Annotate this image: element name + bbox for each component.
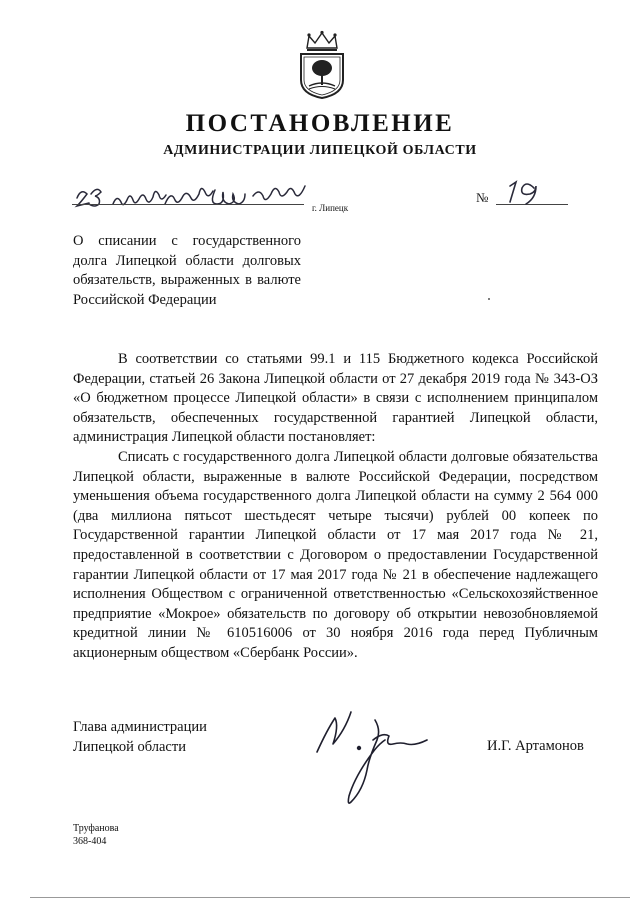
date-underline bbox=[72, 204, 304, 205]
document-type-heading: ПОСТАНОВЛЕНИЕ bbox=[185, 110, 455, 137]
executor-phone: 368-404 bbox=[73, 836, 107, 847]
issuer-heading: АДМИНИСТРАЦИИ ЛИПЕЦКОЙ ОБЛАСТИ bbox=[163, 143, 477, 158]
body-paragraph: В соответствии со статьями 99.1 и 115 Бюджетного кодекса Российской Федерации, статьей 26 Закона Липецкой области от 27 декабря 2019 года № 343-ОЗ «О бюджетном процессе Липецкой области» в связи с исполнением принципалом обязательств, обеспеченных государственной гарантией Липецкой области, администрация Липецкой области постановляет: bbox=[73, 351, 598, 446]
document-subject: О списании с государственного долга Липецкой области долговых обязательств, выраженных в валюте Российской Федерации bbox=[73, 233, 301, 308]
coat-of-arms-icon bbox=[295, 30, 349, 100]
handwritten-number bbox=[500, 176, 560, 206]
handwritten-date bbox=[55, 168, 315, 218]
signer-name: И.Г. Артамонов bbox=[487, 738, 584, 754]
executor-name: Труфанова bbox=[73, 823, 119, 834]
scan-speck bbox=[488, 298, 490, 300]
signer-title-line: Глава администрации bbox=[73, 719, 207, 735]
place-label: г. Липецк bbox=[312, 203, 349, 213]
signer-title bbox=[73, 718, 273, 757]
executor-info bbox=[73, 822, 223, 848]
document-body bbox=[73, 350, 598, 664]
page-bottom-rule bbox=[30, 897, 630, 898]
signer-title-line: Липецкой области bbox=[73, 738, 186, 755]
handwritten-signature bbox=[305, 700, 435, 810]
number-label: № bbox=[476, 190, 489, 205]
body-paragraph: Списать с государственного долга Липецкой области долговые обязательства Липецкой области, выраженные в валюте Российской Федерации, посредством уменьшения объема государственного долга Липецкой области на сумму 2 564 000 (два миллиона пятьсот шестьдесят четыре тысячи) рублей 00 копеек по Государственной гарантии Липецкой области от 17 мая 2017 года № 21, предоставленной в соответствии с Договором о предоставлении Государственной гарантии Липецкой области от 17 мая 2017 года № 21 в обеспечение надлежащего исполнения Обществом с ограниченной ответственностью «Сельскохозяйственное предприятие «Мокрое» обязательств по договору об открытии невозобновляемой кредитной линии № 610516006 от 30 ноября 2016 года перед Публичным акционерным обществом «Сбербанк России». bbox=[73, 448, 598, 661]
